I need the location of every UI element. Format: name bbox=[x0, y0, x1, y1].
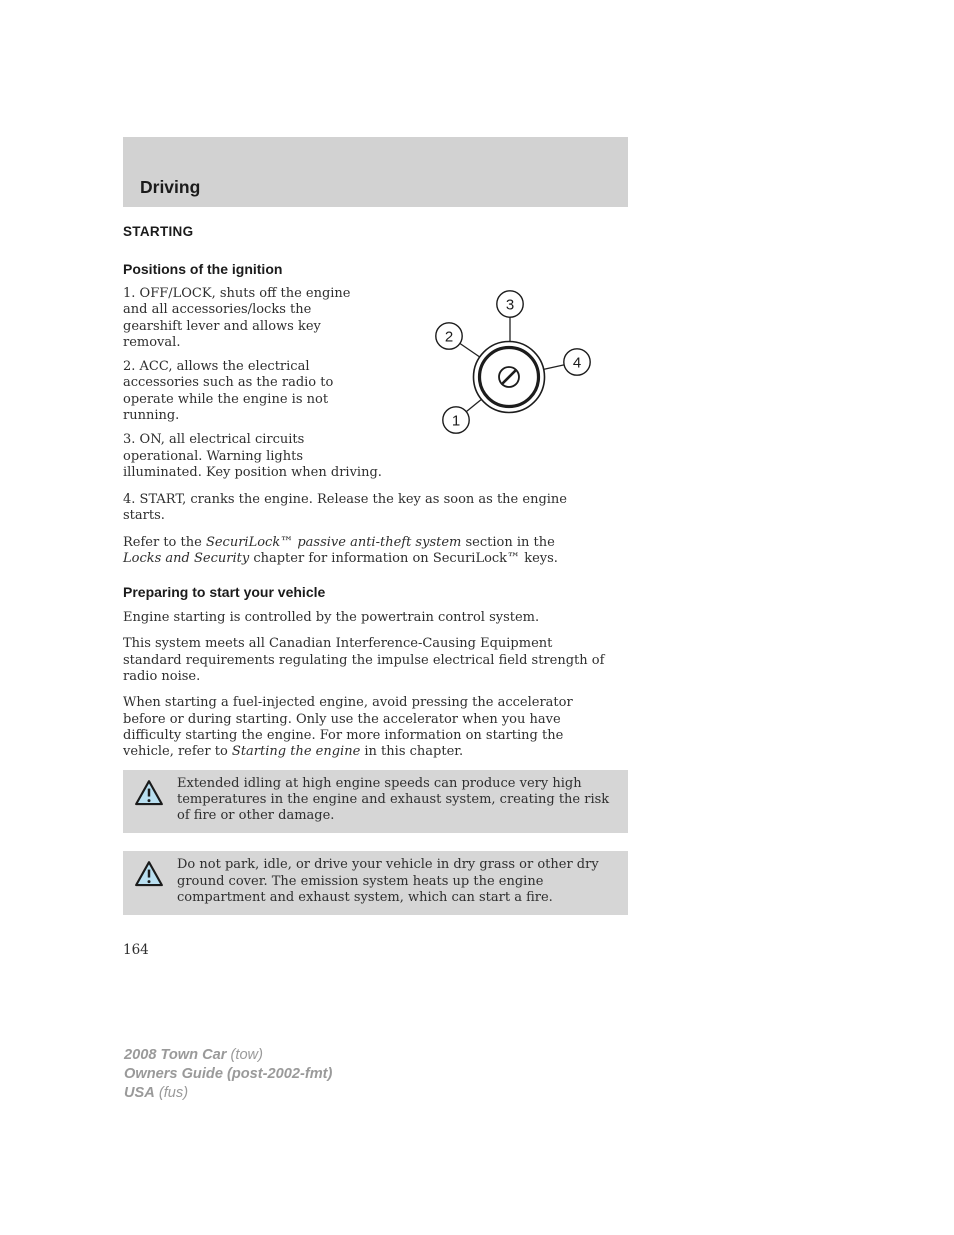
text-segment: before or during starting. Only use the accelerator when you have bbox=[123, 711, 561, 727]
text-segment: Locks and Security bbox=[123, 550, 250, 566]
page-content-column bbox=[123, 137, 628, 958]
text-segment: SecuriLock™ passive anti-theft system bbox=[205, 534, 462, 550]
text-line bbox=[123, 728, 628, 744]
text-segment: running. bbox=[123, 408, 180, 424]
page-number: 164 bbox=[123, 942, 149, 959]
text-segment: 2. ACC, allows the electrical bbox=[123, 359, 310, 375]
text-line bbox=[123, 669, 628, 685]
paragraph-powertrain bbox=[123, 610, 628, 626]
subsection-heading-preparing: Preparing to start your vehicle bbox=[123, 584, 326, 601]
chapter-title: Driving bbox=[140, 177, 201, 197]
text-segment: When starting a fuel-injected engine, avoid pressing the accelerator bbox=[123, 695, 573, 711]
text-segment: section in the bbox=[461, 534, 555, 550]
warning-box-dry-grass bbox=[123, 851, 628, 915]
text-line bbox=[123, 492, 628, 508]
text-segment: USA bbox=[124, 1085, 155, 1101]
text-segment: vehicle, refer to bbox=[123, 744, 232, 760]
ignition-cylinder bbox=[474, 342, 545, 413]
text-segment: accessories such as the radio to bbox=[123, 375, 334, 391]
section-heading-starting: STARTING bbox=[123, 224, 194, 239]
ignition-positions-region bbox=[123, 286, 628, 482]
text-line bbox=[123, 653, 628, 669]
callout-label-2: 2 bbox=[444, 328, 454, 346]
text-segment: and all accessories/locks the bbox=[123, 302, 312, 318]
text-segment: Owners Guide (post-2002-fmt) bbox=[124, 1066, 333, 1082]
footer-publication-info bbox=[124, 1046, 332, 1103]
text-segment: removal. bbox=[123, 334, 181, 350]
securilock-reference-paragraph bbox=[123, 535, 628, 568]
paragraph-fuel-injected bbox=[123, 695, 628, 760]
text-segment: ground cover. The emission system heats up the engine bbox=[177, 873, 544, 889]
callout-label-3: 3 bbox=[505, 296, 515, 314]
text-segment: This system meets all Canadian Interference-Causing Equipment bbox=[123, 636, 553, 652]
text-segment: chapter for information on SecuriLock™ keys. bbox=[249, 550, 558, 566]
text-segment: of fire or other damage. bbox=[177, 808, 335, 824]
warning-text-dry-grass bbox=[134, 857, 620, 906]
warning-icon bbox=[134, 777, 164, 809]
text-segment: 2008 Town Car bbox=[124, 1047, 227, 1063]
text-segment: standard requirements regulating the impulse electrical field strength of bbox=[123, 652, 605, 668]
text-line bbox=[124, 1084, 332, 1103]
text-segment: 1. OFF/LOCK, shuts off the engine bbox=[123, 286, 351, 301]
text-segment: radio noise. bbox=[123, 669, 201, 685]
text-line bbox=[124, 1046, 332, 1065]
text-line bbox=[123, 535, 628, 551]
text-line bbox=[134, 857, 620, 873]
text-segment: Starting the engine bbox=[231, 744, 361, 760]
ignition-switch-diagram bbox=[428, 286, 600, 443]
text-line bbox=[123, 695, 628, 711]
chapter-banner bbox=[123, 137, 628, 207]
text-segment: Extended idling at high engine speeds can produce very high bbox=[177, 775, 582, 791]
text-line bbox=[123, 508, 628, 524]
text-line bbox=[124, 1065, 332, 1084]
text-segment: illuminated. Key position when driving. bbox=[123, 464, 382, 480]
text-segment: 3. ON, all electrical circuits bbox=[123, 432, 305, 448]
text-line bbox=[123, 551, 628, 567]
subsection-heading-positions: Positions of the ignition bbox=[123, 261, 283, 277]
text-segment: Do not park, idle, or drive your vehicle in dry grass or other dry bbox=[177, 857, 599, 873]
paragraph-canadian-interference bbox=[123, 636, 628, 685]
text-segment: (tow) bbox=[226, 1047, 263, 1063]
text-line bbox=[123, 610, 628, 626]
text-line bbox=[134, 808, 620, 824]
text-line bbox=[134, 874, 620, 890]
ignition-position-item-4 bbox=[123, 492, 628, 525]
text-line bbox=[123, 465, 628, 481]
text-segment: starts. bbox=[123, 508, 165, 524]
text-line bbox=[123, 744, 628, 760]
text-line bbox=[134, 776, 620, 792]
text-line bbox=[134, 792, 620, 808]
warning-icon bbox=[134, 858, 164, 890]
text-segment: compartment and exhaust system, which can start a fire. bbox=[177, 890, 553, 906]
text-segment: Refer to the bbox=[123, 534, 206, 550]
text-segment: in this chapter. bbox=[360, 744, 464, 760]
text-segment: gearshift lever and allows key bbox=[123, 318, 321, 334]
text-segment: 4. START, cranks the engine. Release the key as soon as the engine bbox=[123, 492, 567, 507]
text-line bbox=[123, 712, 628, 728]
text-line bbox=[123, 636, 628, 652]
warning-text-idling bbox=[134, 776, 620, 825]
text-segment: operate while the engine is not bbox=[123, 391, 329, 407]
text-line bbox=[123, 449, 628, 465]
text-segment: Engine starting is controlled by the powertrain control system. bbox=[123, 610, 540, 626]
text-segment: difficulty starting the engine. For more information on starting the bbox=[123, 727, 564, 743]
callout-label-1: 1 bbox=[451, 412, 461, 430]
key-slot-icon bbox=[499, 367, 519, 387]
text-segment: operational. Warning lights bbox=[123, 448, 304, 464]
text-line bbox=[134, 890, 620, 906]
text-segment: temperatures in the engine and exhaust system, creating the risk bbox=[177, 791, 610, 807]
warning-box-idling bbox=[123, 770, 628, 834]
callout-label-4: 4 bbox=[572, 354, 582, 372]
text-segment: (fus) bbox=[154, 1085, 189, 1101]
